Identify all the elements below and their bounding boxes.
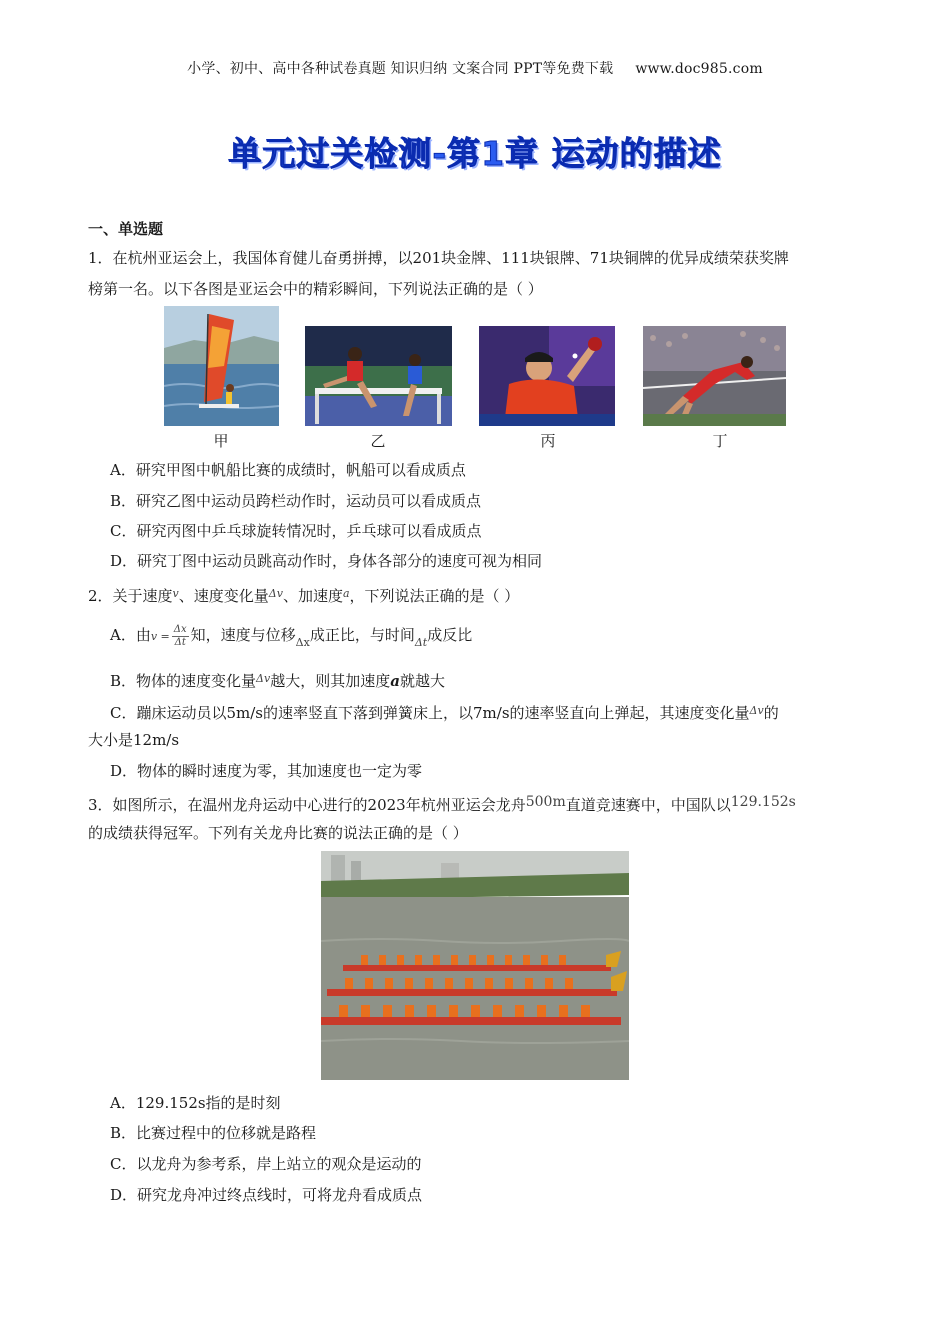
windsurf-photo [164,306,279,426]
q3-option-a[interactable]: A．129.152s指的是时刻 [110,1094,281,1112]
page-title: 单元过关检测-第1章 运动的描述 [228,134,722,173]
q1-option-b[interactable]: B．研究乙图中运动员跨栏动作时，运动员可以看成质点 [110,492,482,510]
q2-option-c[interactable]: C．蹦床运动员以5m/s的速率竖直下落到弹簧床上，以7m/s的速率竖直向上弹起，其速度变化量$^{\Delta v}$的 [110,704,779,722]
high-jump-photo [643,326,786,426]
page-header [0,58,950,78]
q1-option-a[interactable]: A．研究甲图中帆船比赛的成绩时，帆船可以看成质点 [110,461,466,479]
q1-option-c[interactable]: C．研究丙图中乒乓球旋转情况时，乒乓球可以看成质点 [110,522,482,540]
q3-stem-line1: 3．如图所示，在温州龙舟运动中心进行的2023年杭州亚运会龙舟500m直道竞速赛中，中国队以129.152s [88,794,796,814]
q3-option-c[interactable]: C．以龙舟为参考系，岸上站立的观众是运动的 [110,1155,422,1173]
q2-option-d[interactable]: D．物体的瞬时速度为零，其加速度也一定为零 [110,762,423,780]
q1-stem-line1: 1．在杭州亚运会上，我国体育健儿奋勇拼搏，以201块金牌、111块银牌、71块铜牌的优异成绩荣获奖牌 [88,249,789,267]
velocity-fraction: $\frac{\Delta x}{\Delta t}$ [173,623,187,648]
caption-jia: 甲 [213,432,229,450]
q3-option-d[interactable]: D．研究龙舟冲过终点线时，可将龙舟看成质点 [110,1186,423,1204]
caption-bing: 丙 [540,432,556,450]
dragon-boat-photo [321,851,629,1080]
q3-stem-line2: 的成绩获得冠军。下列有关龙舟比赛的说法正确的是（ ） [88,824,468,842]
table-tennis-photo [479,326,615,426]
q2-option-c-line2: 大小是12m/s [88,731,180,749]
q1-option-d[interactable]: D．研究丁图中运动员跳高动作时，身体各部分的速度可视为相同 [110,552,543,570]
hurdles-photo [305,326,452,426]
caption-yi: 乙 [370,432,386,450]
q2-option-a[interactable]: A．由v = $\frac{\Delta x}{\Delta t}$ 知，速度与位移$_{\Delta x}$成正比，与时间$_{\Delta t}$成反比 [110,623,473,649]
q1-stem-line2: 榜第一名。以下各图是亚运会中的精彩瞬间，下列说法正确的是（ ） [88,280,543,298]
q2-stem: 2．关于速度$^v$、速度变化量$^{\Delta v}$、加速度$^a$，下列说法正确的是（ ） [88,587,520,605]
section-title: 一、单选题 [88,220,164,238]
q3-option-b[interactable]: B．比赛过程中的位移就是路程 [110,1124,317,1142]
q2-option-b[interactable]: B．物体的速度变化量$^{\Delta v}$越大，则其加速度a就越大 [110,672,445,690]
caption-ding: 丁 [712,432,728,450]
header-url[interactable]: www.doc985.com [635,61,763,77]
header-text: 小学、初中、高中各种试卷真题 知识归纳 文案合同 PPT等免费下载 [187,61,614,77]
